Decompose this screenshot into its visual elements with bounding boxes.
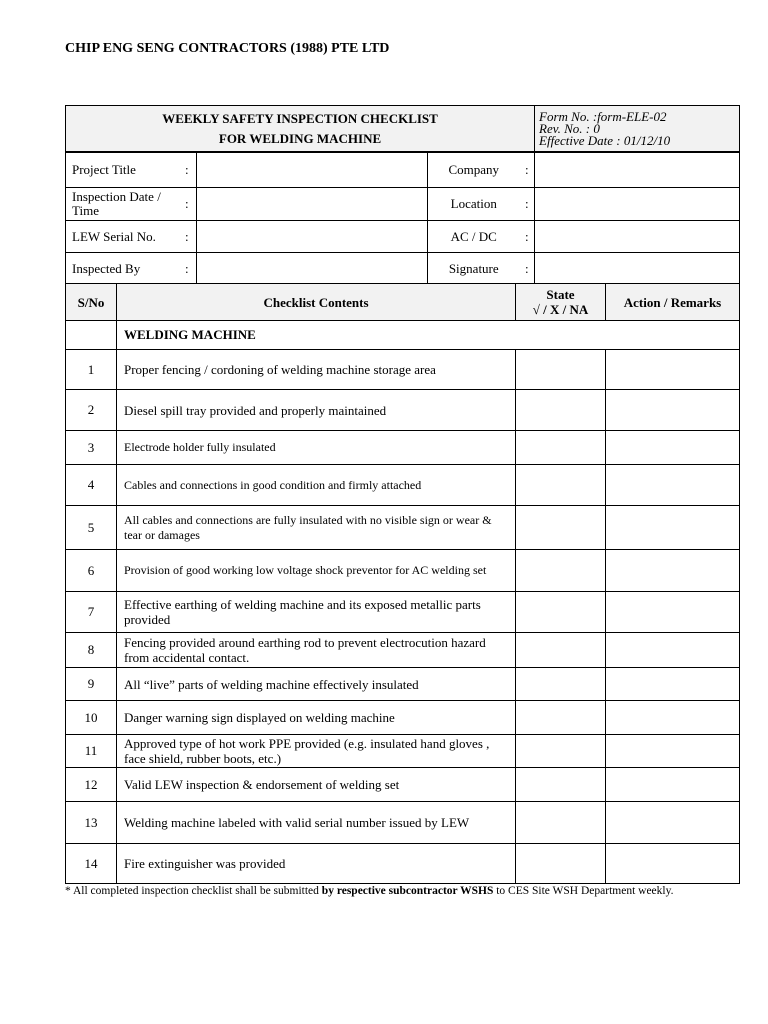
item-number: 13 (66, 802, 117, 844)
item-text: Cables and connections in good condition and firmly attached (117, 465, 516, 506)
checklist-row (66, 768, 740, 802)
signature-label: Signature (428, 253, 520, 285)
item-number: 12 (66, 768, 117, 802)
column-header-contents: Checklist Contents (117, 284, 516, 321)
item-number: 7 (66, 592, 117, 633)
company-name: CHIP ENG SENG CONTRACTORS (1988) PTE LTD (65, 41, 390, 56)
item-text: Fencing provided around earthing rod to prevent electrocution hazard from accidental contact. (117, 633, 516, 668)
item-remarks-cell[interactable] (606, 506, 740, 550)
colon: : (178, 152, 197, 188)
item-text: Proper fencing / cordoning of welding machine storage area (117, 350, 516, 390)
location-field[interactable] (535, 188, 740, 221)
item-number: 2 (66, 390, 117, 431)
item-state-cell[interactable] (516, 844, 606, 884)
state-header-line2: √ / X / NA (532, 302, 589, 317)
item-state-cell[interactable] (516, 668, 606, 701)
form-title-line1: WEEKLY SAFETY INSPECTION CHECKLIST (162, 111, 438, 126)
lew-serial-label: LEW Serial No. (66, 221, 178, 253)
lew-serial-field[interactable] (197, 221, 428, 253)
company-label: Company (428, 152, 520, 188)
item-state-cell[interactable] (516, 592, 606, 633)
item-number: 14 (66, 844, 117, 884)
item-state-cell[interactable] (516, 506, 606, 550)
checklist-row (66, 701, 740, 735)
item-remarks-cell[interactable] (606, 768, 740, 802)
state-header-line1: State (546, 287, 575, 302)
effective-date: Effective Date : 01/12/10 (539, 133, 671, 148)
item-remarks-cell[interactable] (606, 390, 740, 431)
item-number: 1 (66, 350, 117, 390)
column-header-state (516, 284, 606, 321)
project-title-field[interactable] (197, 152, 428, 188)
item-text: Danger warning sign displayed on welding machine (117, 701, 516, 735)
inspected-by-field[interactable] (197, 253, 428, 285)
item-remarks-cell[interactable] (606, 465, 740, 506)
item-state-cell[interactable] (516, 768, 606, 802)
item-remarks-cell[interactable] (606, 668, 740, 701)
footnote-text-end: to CES Site WSH Department weekly. (493, 885, 674, 897)
item-text: Welding machine labeled with valid serial number issued by LEW (117, 802, 516, 844)
item-state-cell[interactable] (516, 431, 606, 465)
item-remarks-cell[interactable] (606, 735, 740, 768)
inspected-by-label: Inspected By (66, 253, 178, 285)
column-header-action: Action / Remarks (606, 284, 740, 321)
checklist-row (66, 802, 740, 844)
colon: : (178, 253, 197, 285)
inspection-date-field[interactable] (197, 188, 428, 221)
column-header-sno: S/No (66, 284, 117, 321)
item-text: Provision of good working low voltage shock preventor for AC welding set (117, 550, 516, 592)
form-meta (535, 106, 740, 153)
checklist-row (66, 633, 740, 668)
item-number: 3 (66, 431, 117, 465)
info-fields (65, 151, 740, 285)
checklist-row (66, 465, 740, 506)
item-state-cell[interactable] (516, 465, 606, 506)
item-state-cell[interactable] (516, 633, 606, 668)
inspection-date-label: Inspection Date / Time (66, 188, 178, 221)
ac-dc-label: AC / DC (428, 221, 520, 253)
checklist-row (66, 550, 740, 592)
item-text: Valid LEW inspection & endorsement of welding set (117, 768, 516, 802)
item-number: 11 (66, 735, 117, 768)
item-state-cell[interactable] (516, 802, 606, 844)
item-remarks-cell[interactable] (606, 350, 740, 390)
colon: : (178, 188, 197, 221)
item-remarks-cell[interactable] (606, 802, 740, 844)
item-remarks-cell[interactable] (606, 592, 740, 633)
company-field[interactable] (535, 152, 740, 188)
item-text: Approved type of hot work PPE provided (e.g. insulated hand gloves , face shield, rubber boots, etc.) (117, 735, 516, 768)
item-text: Fire extinguisher was provided (117, 844, 516, 884)
section-title: WELDING MACHINE (117, 321, 740, 350)
project-title-label: Project Title (66, 152, 178, 188)
item-state-cell[interactable] (516, 701, 606, 735)
item-state-cell[interactable] (516, 735, 606, 768)
colon: : (520, 221, 535, 253)
item-number: 10 (66, 701, 117, 735)
item-state-cell[interactable] (516, 550, 606, 592)
item-remarks-cell[interactable] (606, 431, 740, 465)
item-state-cell[interactable] (516, 390, 606, 431)
location-label: Location (428, 188, 520, 221)
item-remarks-cell[interactable] (606, 550, 740, 592)
colon: : (178, 221, 197, 253)
item-remarks-cell[interactable] (606, 633, 740, 668)
form-number: Form No. :form-ELE-02 (539, 109, 667, 124)
checklist-row (66, 506, 740, 550)
revision-number: Rev. No. : 0 (539, 121, 600, 136)
checklist-row (66, 431, 740, 465)
item-remarks-cell[interactable] (606, 701, 740, 735)
item-text: All “live” parts of welding machine effectively insulated (117, 668, 516, 701)
form-title-line2: FOR WELDING MACHINE (218, 131, 382, 146)
checklist-row (66, 844, 740, 884)
checklist-row (66, 390, 740, 431)
signature-field[interactable] (535, 253, 740, 285)
colon: : (520, 188, 535, 221)
colon: : (520, 253, 535, 285)
checklist-row (66, 350, 740, 390)
item-number: 8 (66, 633, 117, 668)
footnote (65, 884, 735, 898)
inspection-form (65, 105, 740, 153)
form-title (66, 106, 535, 153)
section-number-cell (66, 321, 117, 350)
item-number: 9 (66, 668, 117, 701)
checklist-row (66, 592, 740, 633)
colon: : (520, 152, 535, 188)
item-text: Effective earthing of welding machine and its exposed metallic parts provided (117, 592, 516, 633)
item-number: 5 (66, 506, 117, 550)
footnote-bold: by respective subcontractor WSHS (321, 885, 494, 897)
checklist-row (66, 668, 740, 701)
item-text: Diesel spill tray provided and properly maintained (117, 390, 516, 431)
item-text: Electrode holder fully insulated (117, 431, 516, 465)
item-number: 4 (66, 465, 117, 506)
checklist-table (65, 283, 740, 884)
item-text: All cables and connections are fully insulated with no visible sign or wear & tear or damages (117, 506, 516, 550)
item-number: 6 (66, 550, 117, 592)
checklist-row (66, 735, 740, 768)
item-state-cell[interactable] (516, 350, 606, 390)
ac-dc-field[interactable] (535, 221, 740, 253)
item-remarks-cell[interactable] (606, 844, 740, 884)
footnote-text: * All completed inspection checklist shall be submitted (65, 885, 322, 897)
